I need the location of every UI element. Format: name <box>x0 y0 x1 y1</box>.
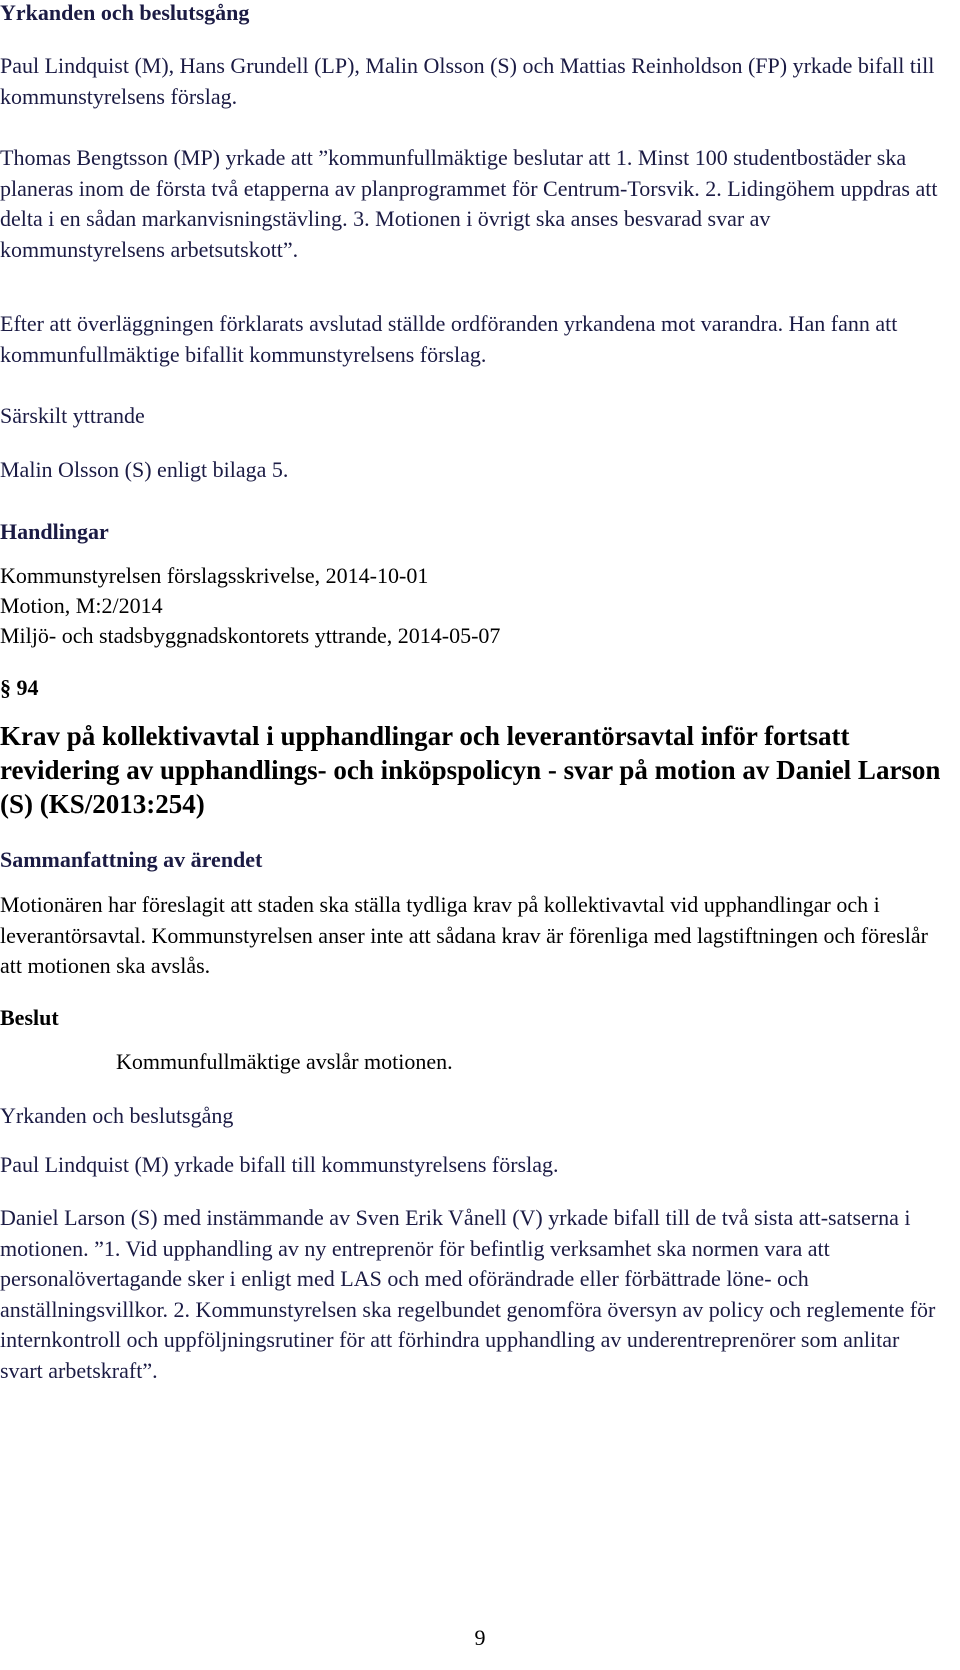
summary-text: Motionären har föreslagit att staden ska ställa tydliga krav på kollektivavtal vid upphandlingar och i leverantörsavtal. Kommunstyrelsen anser inte att sådana krav är förenliga med lagstiftningen och föreslår att motionen ska avslås. <box>0 892 928 978</box>
paragraph-number: § 94 <box>0 675 39 700</box>
paragraph-yrkanden-2: Thomas Bengtsson (MP) yrkade att ”kommunfullmäktige beslutar att 1. Minst 100 studentbostäder ska planeras inom de första två etapperna av planprogrammet för Centrum-Torsvik. 2. Lidingöhem uppdras att delta i en sådan markanvisningstävling. 3. Motionen i övrigt ska anses besvarad svar av kommunstyrelsens arbetsutskott”. <box>0 145 938 262</box>
document-item: Miljö- och stadsbyggnadskontorets yttrande, 2014-05-07 <box>0 623 501 648</box>
decision-block <box>0 1003 940 1077</box>
motions-paragraph-1: Paul Lindquist (M) yrkade bifall till kommunstyrelsens förslag. <box>0 1152 559 1177</box>
page-number: 9 <box>474 1625 486 1650</box>
section-heading-handlingar: Handlingar <box>0 519 109 544</box>
decision-label: Beslut <box>0 1005 59 1030</box>
section-heading-sarskilt-yttrande: Särskilt yttrande <box>0 403 145 428</box>
document-item: Kommunstyrelsen förslagsskrivelse, 2014-10-01 <box>0 563 429 588</box>
paragraph-yrkanden-1: Paul Lindquist (M), Hans Grundell (LP), Malin Olsson (S) och Mattias Reinholdson (FP) yrkade bifall till kommunstyrelsens förslag. <box>0 53 935 109</box>
section-heading-yrkanden-2: Yrkanden och beslutsgång <box>0 1103 234 1128</box>
special-statement-text: Malin Olsson (S) enligt bilaga 5. <box>0 457 289 482</box>
motions-paragraph-2: Daniel Larson (S) med instämmande av Sven Erik Vånell (V) yrkade bifall till de två sista att-satserna i motionen. ”1. Vid upphandling av ny entreprenör för befintlig verksamhet ska normen vara att personalövertagande sker i enligt med LAS och med oförändrade eller förbättrade löne- och anställningsvillkor. 2. Kommunstyrelsen ska regelbundet genomföra översyn av policy och reglemente för internkontroll och uppföljningsrutiner för att förhindra upphandling av underentreprenörer som anlitar svart arbetskraft”. <box>0 1205 936 1383</box>
document-item: Motion, M:2/2014 <box>0 593 163 618</box>
document-list <box>0 561 500 651</box>
paragraph-yrkanden-3: Efter att överläggningen förklarats avslutad ställde ordföranden yrkandena mot varandra. Han fann att kommunfullmäktige bifallit kommunstyrelsens förslag. <box>0 311 898 367</box>
section-heading-yrkanden: Yrkanden och beslutsgång <box>0 0 250 25</box>
decision-text: Kommunfullmäktige avslår motionen. <box>116 1049 453 1074</box>
section-heading-sammanfattning: Sammanfattning av ärendet <box>0 847 263 872</box>
paragraph-title: Krav på kollektivavtal i upphandlingar och leverantörsavtal inför fortsatt revidering av upphandlings- och inköpspolicyn - svar på motion av Daniel Larson (S) (KS/2013:254) <box>0 721 941 819</box>
